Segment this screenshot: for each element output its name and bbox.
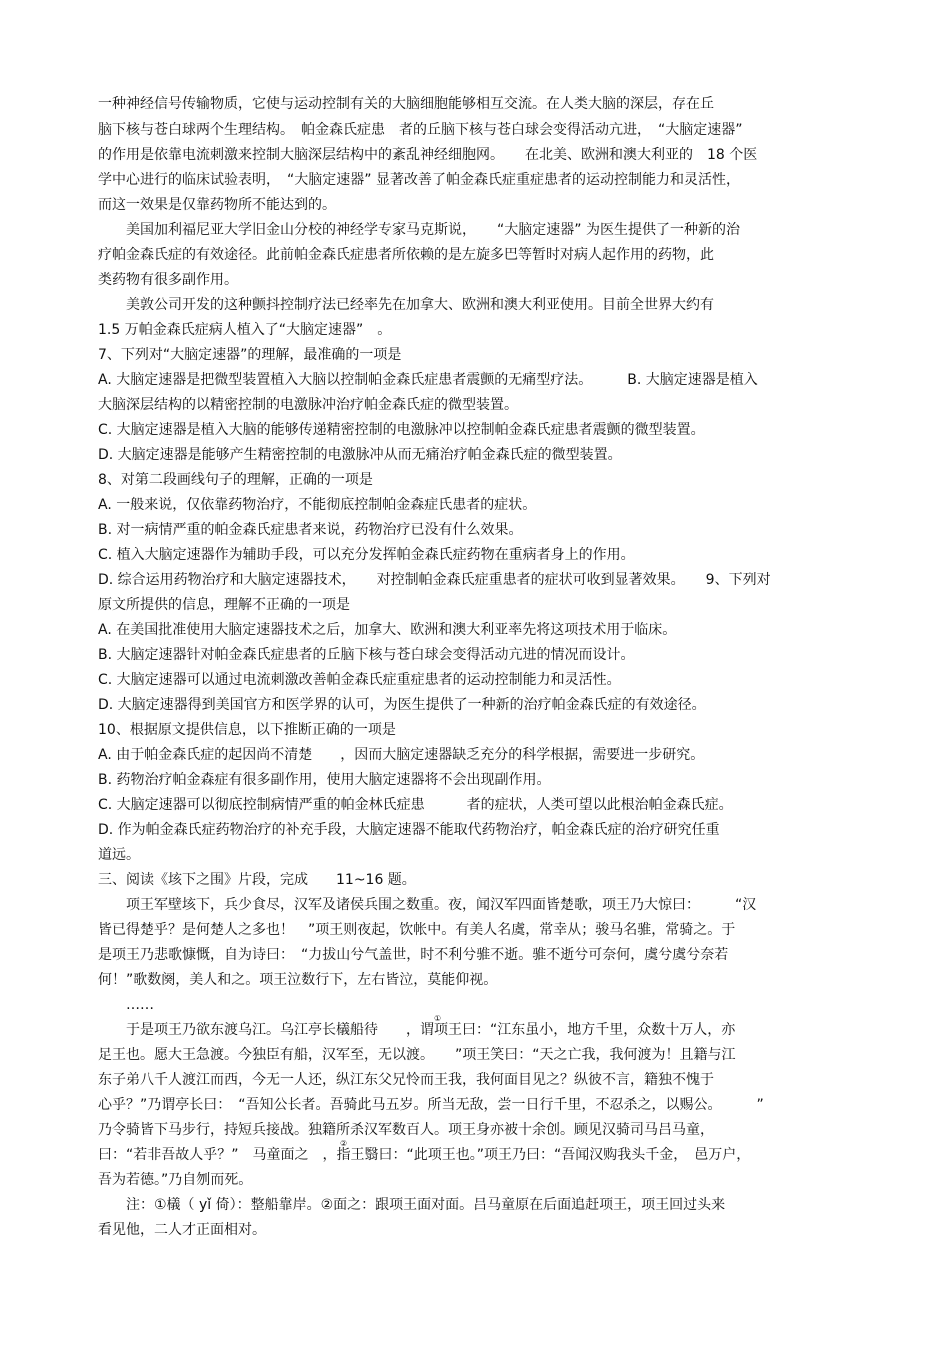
- text-line: 项王军壁垓下，兵少食尽，汉军及诸侯兵围之数重。夜，闻汉军四面皆楚歌，项王乃大惊曰： “汉: [98, 897, 757, 913]
- text-line: 心乎？”乃谓亭长曰： “吾知公长者。吾骑此马五岁。所当无敌，尝一日行千里，不忍杀之，以赐公。 ”: [98, 1097, 764, 1113]
- option-line: 大脑深层结构的以精密控制的电激脉冲治疗帕金森氏症的微型装置。: [98, 397, 518, 413]
- text-line: 美国加利福尼亚大学旧金山分校的神经学专家马克斯说， “大脑定速器” 为医生提供了一种新的治: [98, 222, 740, 238]
- question-title: 10、根据原文提供信息，以下推断正确的一项是: [98, 722, 396, 738]
- question-title: 原文所提供的信息，理解不正确的一项是: [98, 597, 350, 613]
- text-line: 吾为若德。”乃自刎而死。: [98, 1172, 253, 1188]
- option-line: C. 大脑定速器可以彻底控制病情严重的帕金林氏症患 者的症状，人类可望以此根治帕金森氏症。: [98, 797, 733, 813]
- text-line: 类药物有很多副作用。: [98, 272, 238, 288]
- section-title: 三、阅读《垓下之围》片段，完成 11~16 题。: [98, 872, 416, 888]
- option-line: A. 在美国批准使用大脑定速器技术之后，加拿大、欧洲和澳大利亚率先将这项技术用于临床。: [98, 622, 677, 638]
- text-line: 的作用是依靠电流刺激来控制大脑深层结构中的紊乱神经细胞网。 在北美、欧洲和澳大利亚的 18 个医: [98, 147, 758, 163]
- option-line: A. 大脑定速器是把微型装置植入大脑以控制帕金森氏症患者震颤的无痛型疗法。 B. 大脑定速器是植入: [98, 372, 758, 388]
- option-line: D. 大脑定速器是能够产生精密控制的电激脉冲从而无痛治疗帕金森氏症的微型装置。: [98, 447, 622, 463]
- text-line: 美敦公司开发的这种颤抖控制疗法已经率先在加拿大、欧洲和澳大利亚使用。目前全世界大约有: [98, 297, 714, 313]
- text-line: 而这一效果是仅靠药物所不能达到的。: [98, 197, 336, 213]
- question-title: 7、下列对“大脑定速器”的理解，最准确的一项是: [98, 347, 402, 363]
- option-line: D. 综合运用药物治疗和大脑定速器技术， 对控制帕金森氏症重患者的症状可收到显著效果。 9、下列对: [98, 572, 771, 588]
- option-line: A. 一般来说，仅依靠药物治疗，不能彻底控制帕金森症氏患者的症状。: [98, 497, 537, 513]
- option-line: B. 对一病情严重的帕金森氏症患者来说，药物治疗已没有什么效果。: [98, 522, 523, 538]
- text-line: 一种神经信号传输物质，它使与运动控制有关的大脑细胞能够相互交流。在人类大脑的深层，存在丘: [98, 96, 714, 112]
- text-line: 足王也。愿大王急渡。今独臣有船，汉军至，无以渡。 ”项王笑曰：“天之亡我，我何渡为！且籍与江: [98, 1047, 736, 1063]
- option-line: C. 大脑定速器是植入大脑的能够传递精密控制的电激脉冲以控制帕金森氏症患者震颤的微型装置。: [98, 422, 705, 438]
- text-line: 学中心进行的临床试验表明， “大脑定速器” 显著改善了帕金森氏症重症患者的运动控制能力和灵活性，: [98, 172, 740, 188]
- option-line: C. 大脑定速器可以通过电流刺激改善帕金森氏症重症患者的运动控制能力和灵活性。: [98, 672, 621, 688]
- option-line: D. 大脑定速器得到美国官方和医学界的认可，为医生提供了一种新的治疗帕金森氏症的有效途径。: [98, 697, 706, 713]
- option-line: A. 由于帕金森氏症的起因尚不清楚 ，因而大脑定速器缺乏充分的科学根据，需要进一步研究。: [98, 747, 705, 763]
- text-line: 曰：“若非吾故人乎？” 马童面之 ，指王翳曰：“此项王也。”项王乃曰：“吾闻汉购我头千金， 邑万户，: [98, 1147, 751, 1163]
- text-line: 脑下核与苍白球两个生理结构。 帕金森氏症患 者的丘脑下核与苍白球会变得活动亢进， “大脑定速器”: [98, 122, 743, 138]
- option-line: B. 大脑定速器针对帕金森氏症患者的丘脑下核与苍白球会变得活动亢进的情况而设计。: [98, 647, 635, 663]
- footnote-marker-2: ②: [340, 1139, 348, 1148]
- text-line: 何！”歌数阕，美人和之。项王泣数行下，左右皆泣，莫能仰视。: [98, 972, 498, 988]
- option-line: C. 植入大脑定速器作为辅助手段，可以充分发挥帕金森氏症药物在重病者身上的作用。: [98, 547, 635, 563]
- text-line: 于是项王乃欲东渡乌江。乌江亭长檥船待 ，谓项王曰：“江东虽小，地方千里，众数十万人，亦: [98, 1022, 736, 1038]
- text-line: 1.5 万帕金森氏症病人植入了“大脑定速器” 。: [98, 322, 392, 338]
- text-line: 是项王乃悲歌慷慨，自为诗曰： “力拔山兮气盖世，时不利兮骓不逝。骓不逝兮可奈何，虞兮虞兮奈若: [98, 947, 729, 963]
- text-line: 疗帕金森氏症的有效途径。此前帕金森氏症患者所依赖的是左旋多巴等暂时对病人起作用的药物，此: [98, 247, 714, 263]
- option-line: D. 作为帕金森氏症药物治疗的补充手段，大脑定速器不能取代药物治疗，帕金森氏症的治疗研究任重: [98, 822, 720, 838]
- text-line: 乃令骑皆下马步行，持短兵接战。独籍所杀汉军数百人。项王身亦被十余创。顾见汉骑司马吕马童，: [98, 1122, 714, 1138]
- text-line: 东子弟八千人渡江而西，今无一人还，纵江东父兄怜而王我，我何面目见之？纵彼不言，籍独不愧于: [98, 1072, 714, 1088]
- question-title: 8、对第二段画线句子的理解，正确的一项是: [98, 472, 373, 488]
- option-line: 道远。: [98, 847, 140, 863]
- note-line: 看见他，二人才正面相对。: [98, 1222, 266, 1238]
- text-line: 皆已得楚乎？是何楚人之多也！ ”项王则夜起，饮帐中。有美人名虞，常幸从；骏马名骓，常骑之。于: [98, 922, 736, 938]
- footnote-marker-1: ①: [434, 1014, 442, 1023]
- option-line: B. 药物治疗帕金森症有很多副作用，使用大脑定速器将不会出现副作用。: [98, 772, 551, 788]
- note-line: 注：①檥（ yǐ 倚）：整船靠岸。②面之：跟项王面对面。吕马童原在后面追赶项王，项王回过头来: [98, 1197, 726, 1213]
- text-line: ……: [98, 997, 154, 1013]
